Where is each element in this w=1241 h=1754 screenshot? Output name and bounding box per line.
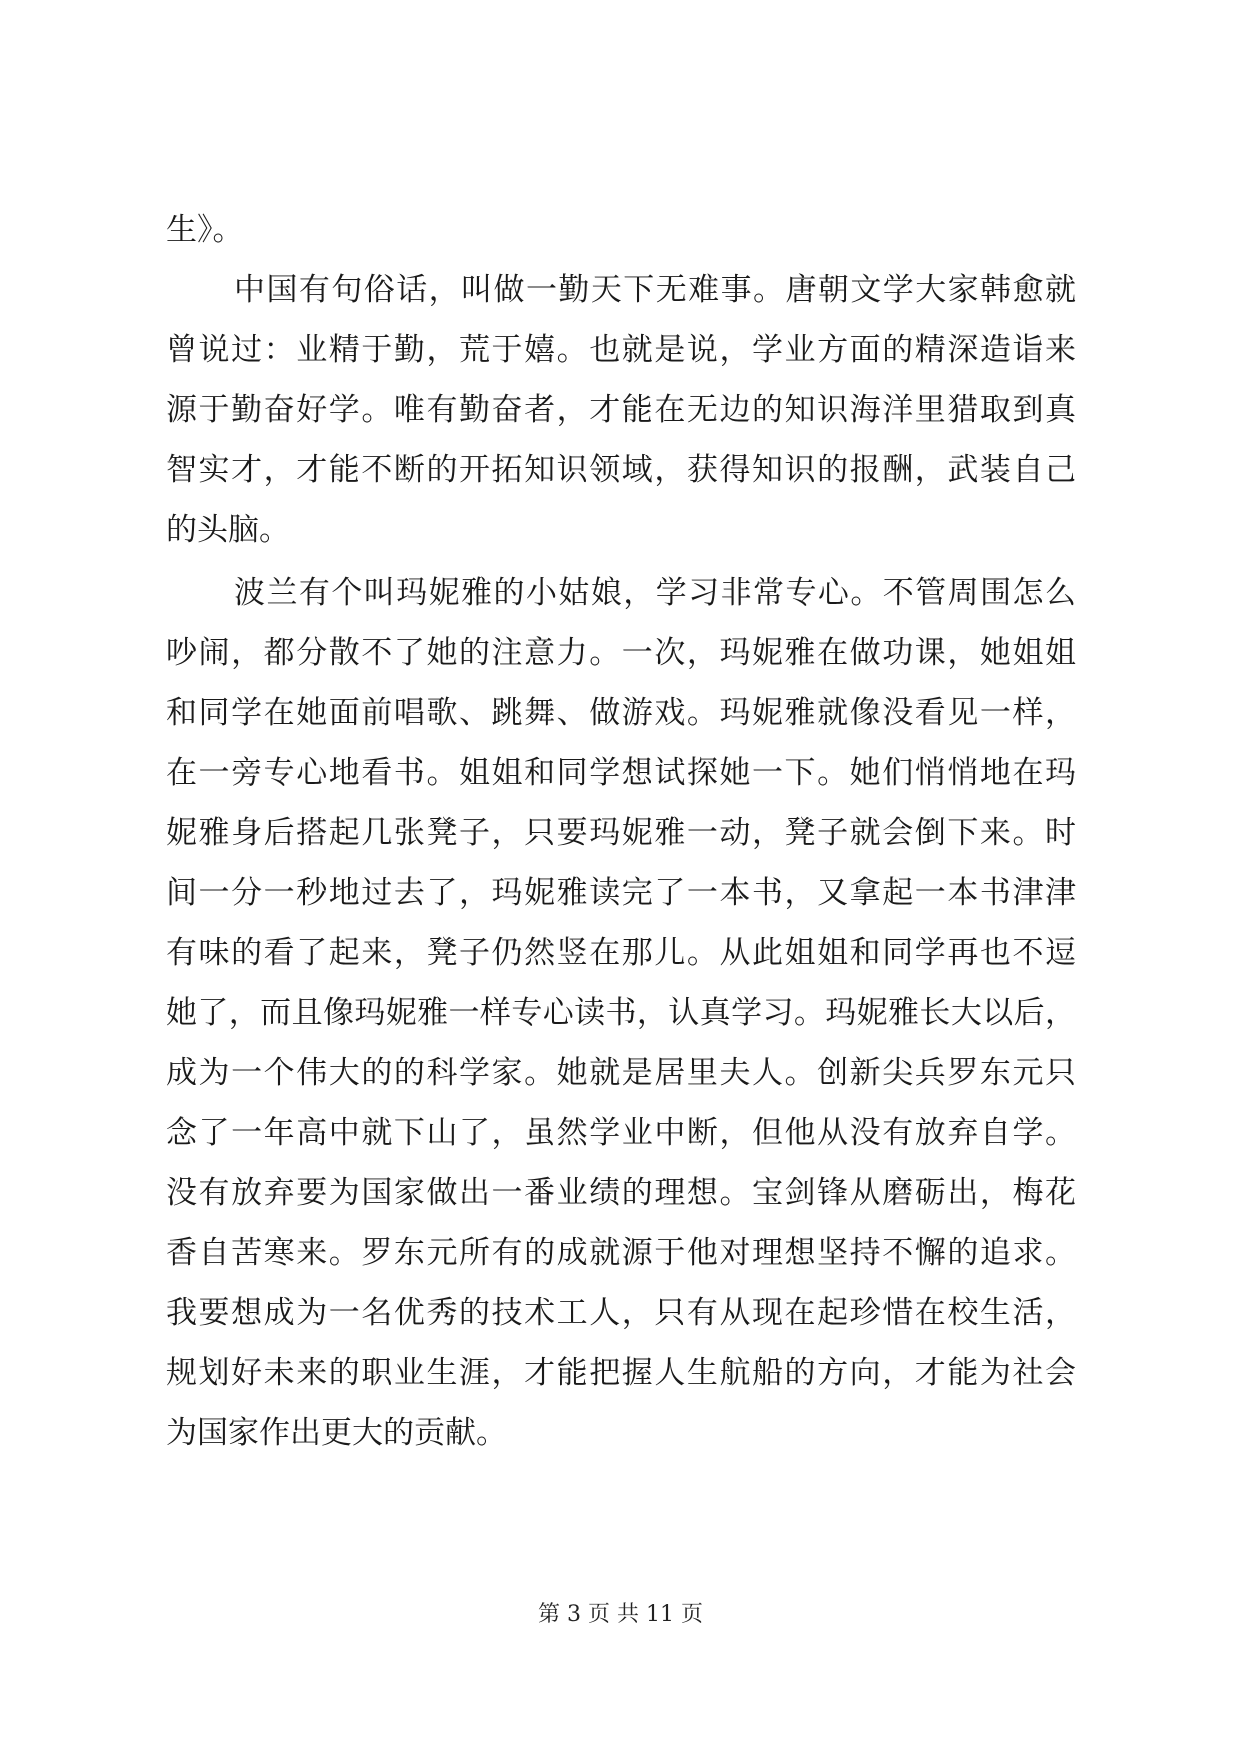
text-line: 间一分一秒地过去了，玛妮雅读完了一本书，又拿起一本书津津	[166, 875, 1076, 911]
text-line: 她了，而且像玛妮雅一样专心读书，认真学习。玛妮雅长大以后，	[166, 995, 1076, 1031]
text-line: 生》。	[166, 212, 244, 248]
text-line: 没有放弃要为国家做出一番业绩的理想。宝剑锋从磨砺出，梅花	[166, 1175, 1076, 1211]
text-line: 有味的看了起来，凳子仍然竖在那儿。从此姐姐和同学再也不逗	[166, 935, 1076, 971]
text-line: 妮雅身后搭起几张凳子，只要玛妮雅一动，凳子就会倒下来。时	[166, 815, 1076, 851]
text-line: 在一旁专心地看书。姐姐和同学想试探她一下。她们悄悄地在玛	[166, 755, 1076, 791]
text-line: 吵闹，都分散不了她的注意力。一次，玛妮雅在做功课，她姐姐	[166, 635, 1076, 671]
paragraph-start-line: 波兰有个叫玛妮雅的小姑娘，学习非常专心。不管周围怎么	[234, 575, 1076, 611]
text-line: 和同学在她面前唱歌、跳舞、做游戏。玛妮雅就像没看见一样，	[166, 695, 1076, 731]
paragraph-start-line: 中国有句俗话，叫做一勤天下无难事。唐朝文学大家韩愈就	[234, 272, 1076, 308]
text-line: 智实才，才能不断的开拓知识领域，获得知识的报酬，武装自己	[166, 452, 1076, 488]
text-line: 我要想成为一名优秀的技术工人，只有从现在起珍惜在校生活，	[166, 1295, 1076, 1331]
text-line: 成为一个伟大的的科学家。她就是居里夫人。创新尖兵罗东元只	[166, 1055, 1076, 1091]
text-line: 规划好未来的职业生涯，才能把握人生航船的方向，才能为社会	[166, 1355, 1076, 1391]
text-line: 念了一年高中就下山了，虽然学业中断，但他从没有放弃自学。	[166, 1115, 1076, 1151]
text-line: 曾说过：业精于勤，荒于嬉。也就是说，学业方面的精深造诣来	[166, 332, 1076, 368]
text-line: 香自苦寒来。罗东元所有的成就源于他对理想坚持不懈的追求。	[166, 1235, 1076, 1271]
text-line: 源于勤奋好学。唯有勤奋者，才能在无边的知识海洋里猎取到真	[166, 392, 1076, 428]
page-number-footer: 第 3 页 共 11 页	[538, 1602, 703, 1627]
text-line: 为国家作出更大的贡献。	[166, 1415, 507, 1451]
text-line: 的头脑。	[166, 512, 290, 548]
